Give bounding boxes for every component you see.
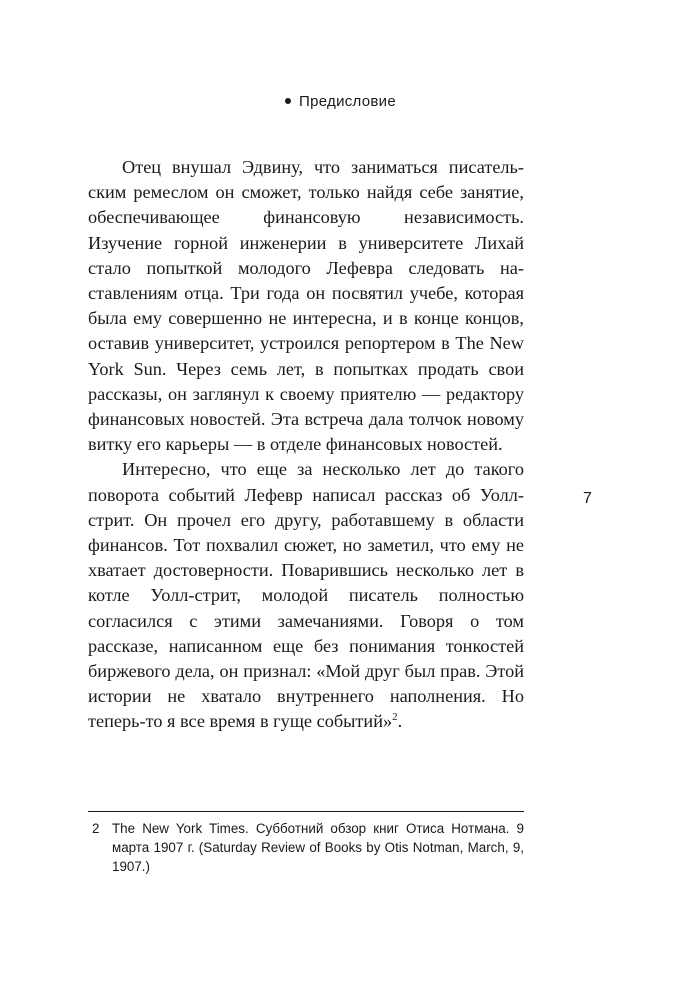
paragraph-text: Интересно, что еще за несколько лет до такого поворота событий Лефевр написал рассказ об Уолл-стрит. Он прочел его другу, работавшему в области финансов. Тот похвалил сюжет, но заметил, что ему не хватает достоверности. Поварившись несколько лет в котле Уолл-стрит, молодой писатель полностью согласился с этими замечаниями. Говоря о том рассказе, написанном еще без понимания тонкостей биржевого дела, он признал: «Мой друг был прав. Этой истории не хватало внутреннего наполнения. Но теперь-то я все время в гуще событий»	[88, 459, 524, 732]
footnote	[88, 819, 524, 876]
paragraph: Интересно, что еще за несколько лет до такого поворота событий Лефевр написал рассказ об Уолл-стрит. Он прочел его другу, работавшему в области финансов. Тот похвалил сюжет, но заметил, что ему не хватает достоверности. Поварившись несколько лет в котле Уолл-стрит, молодой писатель полностью согласился с этими замечаниями. Говоря о том рассказе, написанном еще без понимания тонкостей биржевого дела, он признал: «Мой друг был прав. Этой истории не хватало внутреннего наполнения. Но теперь-то я все время в гуще событий»$^2$.	[88, 459, 524, 732]
footnote-number: 2	[92, 821, 100, 836]
main-text	[88, 155, 524, 735]
running-header	[0, 93, 681, 110]
footnote-text: The New York Times. Субботний обзор книг Отиса Нотмана. 9 марта 1907 г. (Saturday Review of Books by Otis Notman, March, 9, 1907.)	[112, 821, 524, 874]
footnote-divider	[88, 811, 524, 812]
bullet-dot-icon	[285, 98, 291, 104]
footnote-reference[interactable]: 2	[392, 711, 398, 724]
page-number: 7	[583, 490, 592, 507]
header-title: Предисловие	[298, 93, 397, 110]
paragraph: Отец внушал Эдвину, что заниматься писательским ремеслом он сможет, только найдя себе занятие, обеспечивающее финансовую независимость. Изучение горной инженерии в университете Лихай стало попыткой молодого Лефевра следовать наставлениям отца. Три года он посвятил учебе, которая была ему совершенно не интересна, и в конце концов, оставив университет, устроился репортером в The New York Sun. Через семь лет, в попытках продать свои рассказы, он заглянул к своему приятелю — редактору финансовых новостей. Эта встреча дала толчок новому витку его карьеры — в отделе финансовых новостей.	[88, 157, 524, 455]
